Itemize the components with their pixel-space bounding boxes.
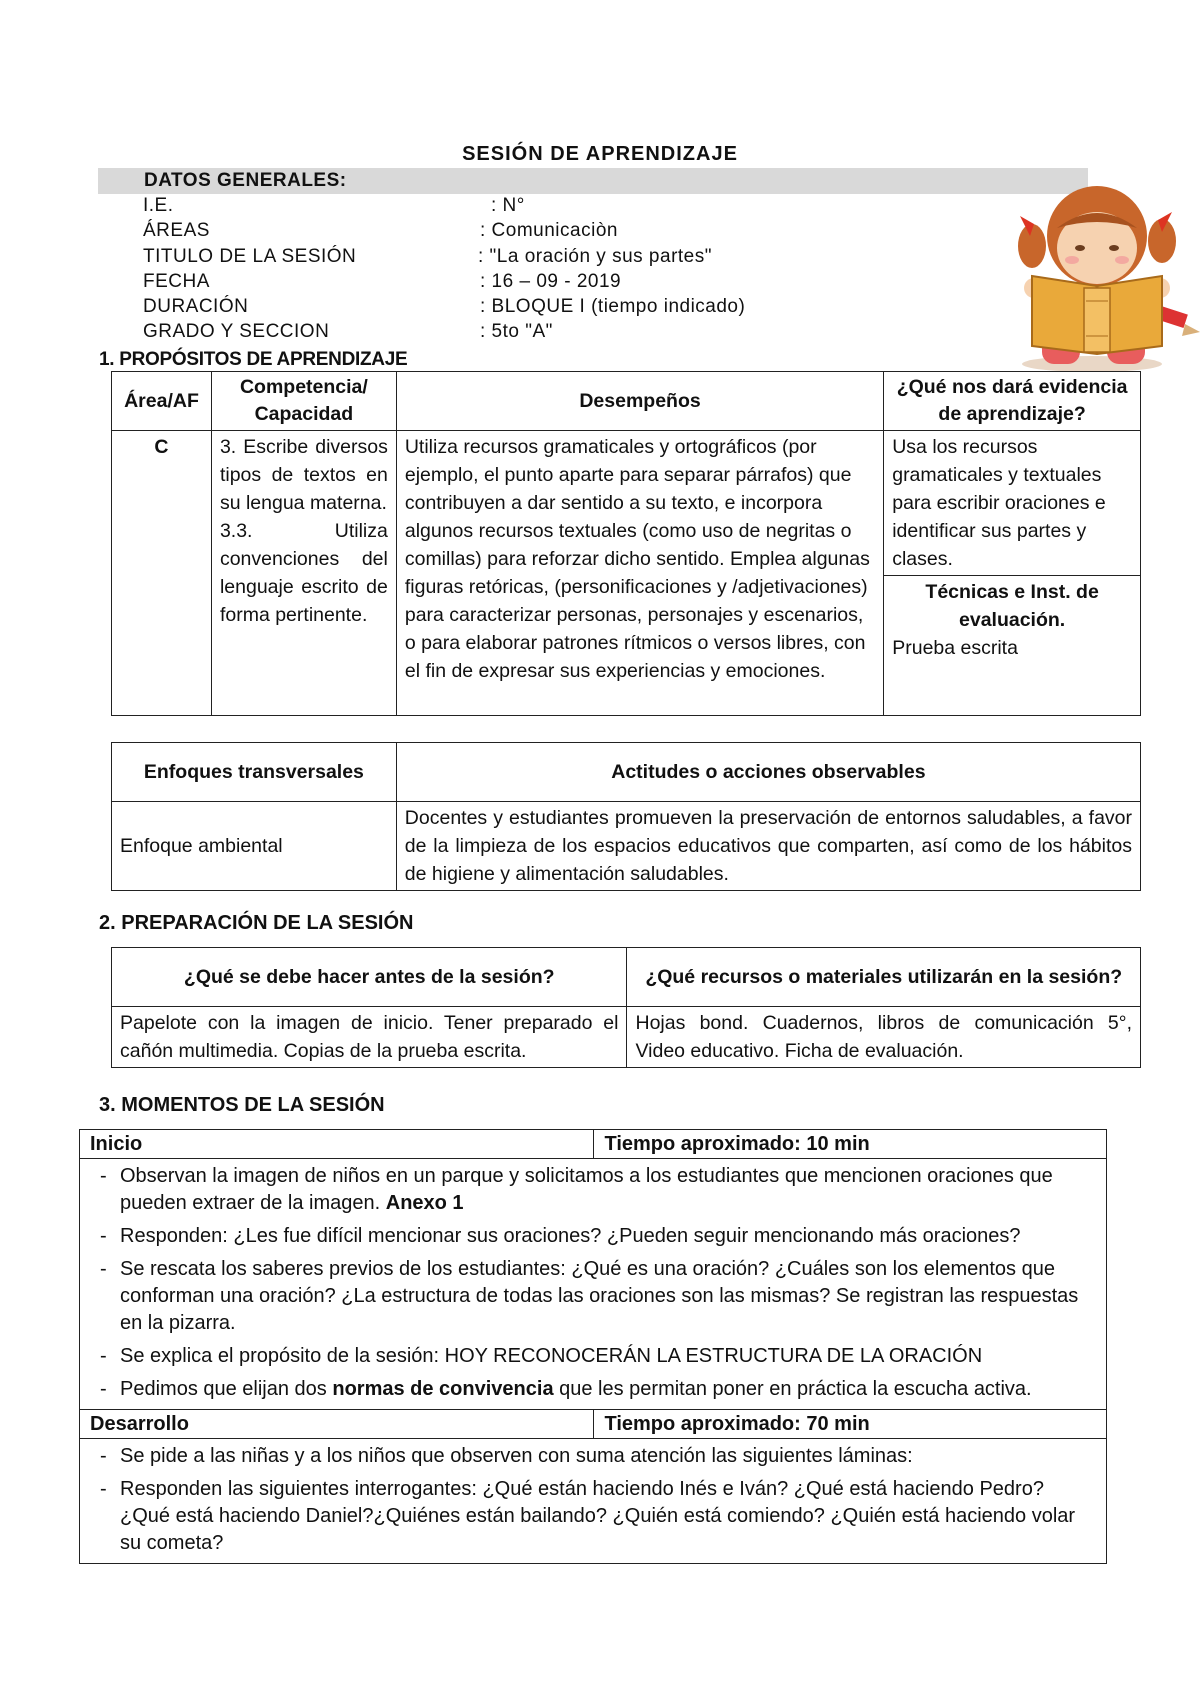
- datos-label: FECHA: [143, 271, 210, 292]
- header-antes: ¿Qué se debe hacer antes de la sesión?: [112, 948, 627, 1007]
- tecnicas-cell: [884, 576, 1141, 716]
- list-item: - Se pide a las niñas y a los niños que observen con suma atención las siguientes láminas:: [120, 1443, 1096, 1470]
- datos-value: : "La oración y sus partes": [478, 246, 712, 267]
- header-actitudes: Actitudes o acciones observables: [396, 743, 1140, 802]
- datos-label: ÁREAS: [143, 220, 210, 241]
- header-area: Área/AF: [112, 372, 212, 431]
- section1-title: 1. PROPÓSITOS DE APRENDIZAJE: [99, 349, 408, 370]
- desarrollo-label: Desarrollo: [80, 1410, 594, 1439]
- datos-label: GRADO Y SECCION: [143, 321, 330, 342]
- evidencia-cell: Usa los recursos gramaticales y textuales para escribir oraciones e identificar sus partes y clases.: [884, 431, 1141, 576]
- tecnicas-value: Prueba escrita: [892, 637, 1018, 659]
- datos-generales-bar: [98, 168, 1088, 194]
- preparacion-table: [111, 947, 1141, 1068]
- header-competencia: Competencia/ Capacidad: [211, 372, 396, 431]
- datos-value: : N°: [491, 195, 525, 216]
- momentos-table: [79, 1129, 1107, 1564]
- datos-value: : Comunicaciòn: [480, 220, 618, 241]
- desempenos-cell: Utiliza recursos gramaticales y ortográficos (por ejemplo, el punto aparte para separar párrafos) que contribuyen a dar sentido a su texto, e incorpora algunos recursos textuales (como uso de negritas o comillas) para reforzar dicho sentido. Emplea algunas figuras retóricas, (personificaciones y /adjetivaciones) para caracterizar personas, personajes y escenarios, o para elaborar patrones rítmicos o versos libres, con el fin de expresar sus experiencias y emociones.: [396, 431, 883, 716]
- datos-row-duracion: [143, 296, 746, 318]
- desarrollo-tiempo: Tiempo aproximado: 70 min: [594, 1410, 1107, 1439]
- girl-reading-illustration: [1012, 176, 1200, 376]
- datos-row-grado: [143, 321, 553, 343]
- datos-row-titulo: [143, 246, 712, 268]
- actitudes-cell: Docentes y estudiantes promueven la preservación de entornos saludables, a favor de la limpieza de los espacios educativos que comparten, así como de los hábitos de higiene y alimentación saludables.: [396, 802, 1140, 891]
- datos-generales-heading: DATOS GENERALES:: [144, 170, 347, 191]
- antes-cell: Papelote con la imagen de inicio. Tener preparado el cañón multimedia. Copias de la prueba escrita.: [112, 1007, 627, 1068]
- header-enfoques: Enfoques transversales: [112, 743, 397, 802]
- list-item: - Se rescata los saberes previos de los estudiantes: ¿Qué es una oración? ¿Cuáles son los elementos que conforman una oración? ¿La estructura de todas las oraciones son las mismas? Se registran las respuestas en la pizarra.: [120, 1256, 1096, 1337]
- page-title: SESIÓN DE APRENDIZAJE: [462, 143, 738, 165]
- header-desempenos: Desempeños: [396, 372, 883, 431]
- section3-title: 3. MOMENTOS DE LA SESIÓN: [99, 1094, 385, 1116]
- tecnicas-header: Técnicas e Inst. de evaluación.: [925, 581, 1099, 631]
- datos-value: : 16 – 09 - 2019: [480, 271, 622, 292]
- datos-label: I.E.: [143, 195, 174, 216]
- competencia-cell: [211, 431, 396, 716]
- desarrollo-content: [80, 1439, 1107, 1564]
- datos-row-ie: [143, 195, 525, 217]
- datos-value: : BLOQUE I (tiempo indicado): [480, 296, 746, 317]
- datos-value: : 5to "A": [480, 321, 553, 342]
- list-item: - Responden las siguientes interrogantes: ¿Qué están haciendo Inés e Iván? ¿Qué está haciendo Pedro? ¿Qué está haciendo Daniel?¿Quiénes están bailando? ¿Quién está comiendo? ¿Quién está haciendo volar su cometa?: [120, 1476, 1096, 1557]
- inicio-label: Inicio: [80, 1130, 594, 1159]
- capacidad-item: 3.3. Utiliza convenciones del lenguaje escrito de forma pertinente.: [219, 520, 388, 626]
- enfoque-cell: Enfoque ambiental: [112, 802, 397, 891]
- datos-row-areas: [143, 220, 618, 242]
- list-item: - Pedimos que elijan dos normas de convivencia que les permitan poner en práctica la escucha activa.: [120, 1376, 1096, 1403]
- header-evidencia: ¿Qué nos dará evidencia de aprendizaje?: [884, 372, 1141, 431]
- list-item: - Responden: ¿Les fue difícil mencionar sus oraciones? ¿Pueden seguir mencionando más oraciones?: [120, 1223, 1096, 1250]
- datos-label: TITULO DE LA SESIÓN: [143, 246, 357, 267]
- datos-label: DURACIÓN: [143, 296, 249, 317]
- enfoques-table: [111, 742, 1141, 891]
- section2-title: 2. PREPARACIÓN DE LA SESIÓN: [99, 912, 414, 934]
- area-cell: C: [112, 431, 212, 716]
- competencia-item: 3. Escribe diversos tipos de textos en su lengua materna.: [219, 436, 388, 514]
- recursos-cell: Hojas bond. Cuadernos, libros de comunicación 5°, Video educativo. Ficha de evaluación.: [627, 1007, 1141, 1068]
- propositos-table: [111, 371, 1141, 716]
- list-item: - Observan la imagen de niños en un parque y solicitamos a los estudiantes que mencionen oraciones que pueden extraer de la imagen. Anexo 1: [120, 1163, 1096, 1217]
- inicio-tiempo: Tiempo aproximado: 10 min: [594, 1130, 1107, 1159]
- list-item: - Se explica el propósito de la sesión: HOY RECONOCERÁN LA ESTRUCTURA DE LA ORACIÓN: [120, 1343, 1096, 1370]
- inicio-content: [80, 1159, 1107, 1410]
- datos-row-fecha: [143, 271, 622, 293]
- header-recursos: ¿Qué recursos o materiales utilizarán en la sesión?: [627, 948, 1141, 1007]
